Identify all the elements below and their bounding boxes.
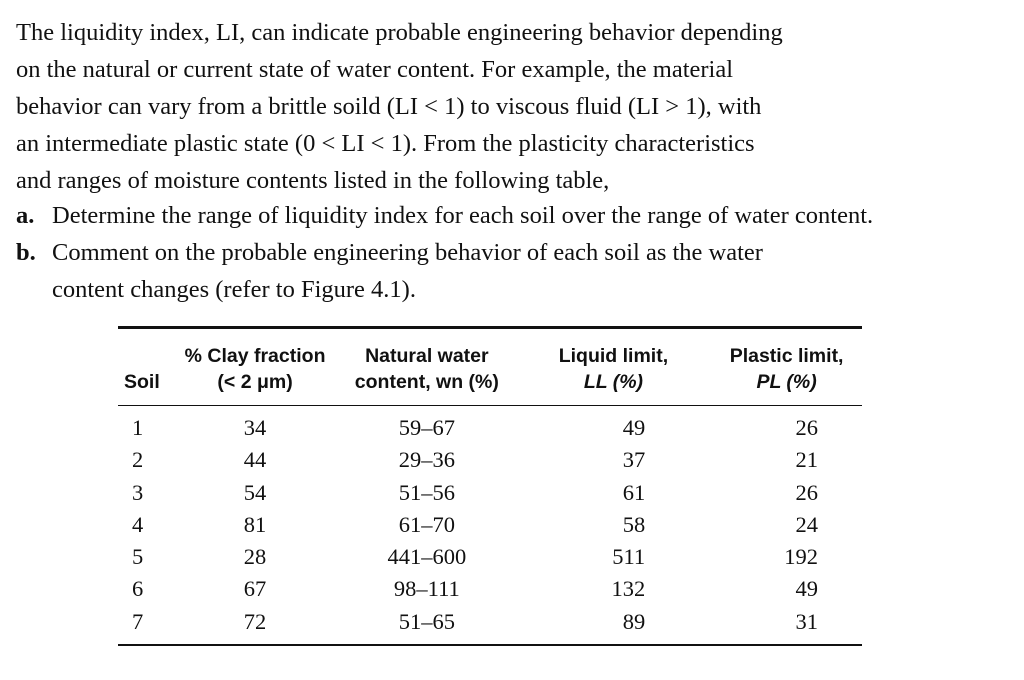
question-item-a <box>16 197 1021 234</box>
header-soil: Soil <box>118 329 172 406</box>
table-row <box>118 509 862 541</box>
cell-liquid-limit: 49 <box>622 415 646 440</box>
cell-plastic-limit: 24 <box>795 511 818 537</box>
cell-soil: 3 <box>132 479 144 505</box>
header-plastic-limit: Plastic limit, PL (%) <box>711 329 862 406</box>
cell-plastic-limit: 21 <box>795 447 818 473</box>
header-liquid-limit: Liquid limit, LL (%) <box>516 329 712 406</box>
intro-line: The liquidity index, LI, can indicate probable engineering behavior depending <box>16 19 783 46</box>
intro-line: behavior can vary from a brittle soild (LI < 1) to viscous fluid (LI > 1), with <box>16 93 762 120</box>
item-text-line: content changes (refer to Figure 4.1). <box>52 276 416 303</box>
cell-natural-water: 59–67 <box>398 415 455 440</box>
header-natural-water-content: Natural water content, wn (%) <box>338 329 516 406</box>
intro-line: and ranges of moisture contents listed in the following table, <box>16 167 610 194</box>
cell-plastic-limit: 26 <box>795 415 818 440</box>
cell-liquid-limit: 132 <box>611 576 646 602</box>
table-row <box>118 477 862 509</box>
cell-liquid-limit: 37 <box>622 447 646 473</box>
cell-soil: 4 <box>132 511 144 537</box>
cell-natural-water: 51–65 <box>338 606 516 645</box>
item-text <box>52 234 763 308</box>
item-label: b. <box>16 239 36 266</box>
cell-soil: 6 <box>132 576 144 602</box>
cell-soil: 1 <box>132 415 144 440</box>
table-row <box>118 606 862 645</box>
cell-clay-fraction: 81 <box>243 511 267 537</box>
cell-clay-fraction: 44 <box>243 447 267 473</box>
table-row <box>118 573 862 605</box>
intro-paragraph <box>16 14 1016 199</box>
table-row <box>118 541 862 573</box>
item-text: Determine the range of liquidity index for each soil over the range of water content. <box>52 202 874 229</box>
question-item-b <box>16 234 1021 308</box>
soil-properties-table <box>118 326 862 646</box>
cell-plastic-limit: 192 <box>784 544 818 570</box>
cell-plastic-limit: 26 <box>795 479 818 505</box>
cell-natural-water: 29–36 <box>398 447 455 473</box>
intro-line: an intermediate plastic state (0 < LI < 1). From the plasticity characteristics <box>16 130 755 157</box>
item-text-line: Comment on the probable engineering behavior of each soil as the water <box>52 239 763 266</box>
cell-clay-fraction: 28 <box>243 544 267 570</box>
cell-soil: 2 <box>132 447 144 473</box>
header-clay-fraction: % Clay fraction (< 2 μm) <box>172 329 338 406</box>
cell-liquid-limit: 61 <box>622 479 646 505</box>
question-list <box>16 197 1021 308</box>
cell-clay-fraction: 67 <box>243 576 267 602</box>
cell-natural-water: 51–56 <box>398 479 455 505</box>
table-row <box>118 406 862 445</box>
cell-clay-fraction: 72 <box>172 606 338 645</box>
item-label: a. <box>16 202 35 229</box>
cell-liquid-limit: 58 <box>622 511 646 537</box>
cell-liquid-limit: 511 <box>612 544 646 570</box>
intro-line: on the natural or current state of water content. For example, the material <box>16 56 734 83</box>
table-row <box>118 444 862 476</box>
cell-natural-water: 61–70 <box>398 511 455 537</box>
cell-plastic-limit: 31 <box>711 606 862 645</box>
cell-plastic-limit: 49 <box>795 576 818 602</box>
cell-clay-fraction: 54 <box>243 479 267 505</box>
cell-soil: 7 <box>118 606 172 645</box>
cell-clay-fraction: 34 <box>243 415 267 440</box>
cell-liquid-limit: 89 <box>516 606 712 645</box>
cell-soil: 5 <box>132 544 144 570</box>
cell-natural-water: 441–600 <box>387 544 467 570</box>
table-header-row <box>118 329 862 406</box>
cell-natural-water: 98–111 <box>393 576 460 602</box>
